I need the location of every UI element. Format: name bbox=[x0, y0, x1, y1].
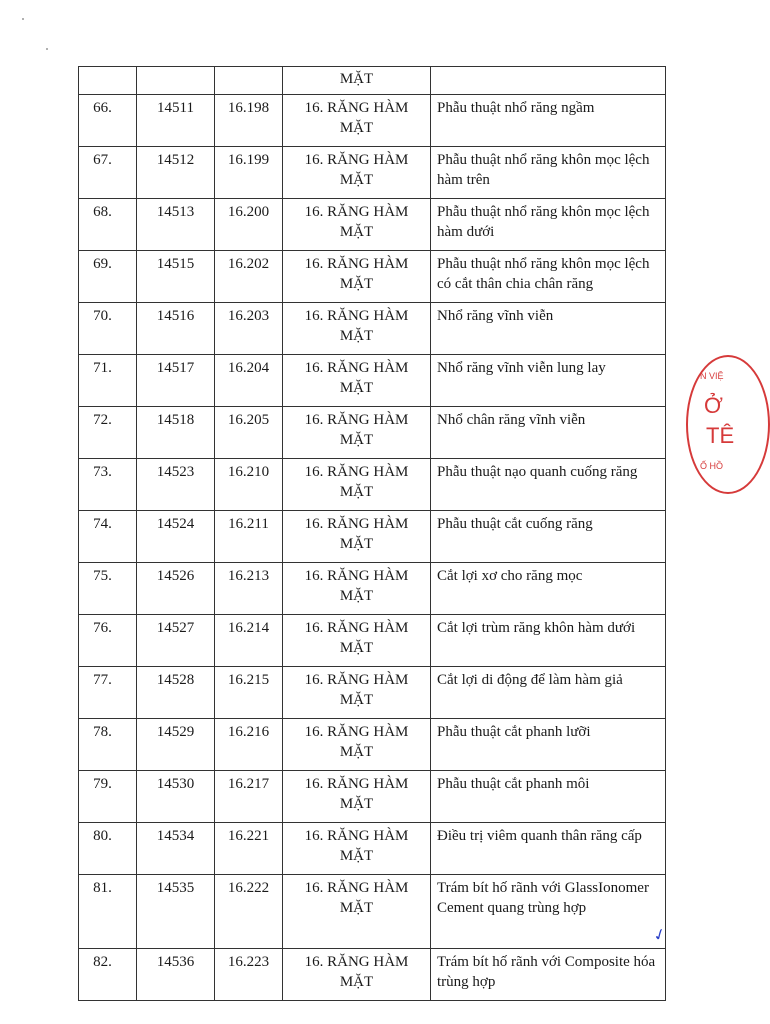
cell-procedure-name: Cắt lợi di động để làm hàm giả bbox=[431, 667, 666, 719]
cell-ref: 16.211 bbox=[215, 511, 283, 563]
cell-code: 14529 bbox=[137, 719, 215, 771]
table-row bbox=[79, 251, 666, 303]
cell-stt: 70. bbox=[79, 303, 137, 355]
stamp-text: N VIỆ bbox=[700, 371, 724, 381]
table-row bbox=[79, 407, 666, 459]
table-row bbox=[79, 771, 666, 823]
cell-code: 14535 bbox=[137, 875, 215, 949]
cell-code: 14530 bbox=[137, 771, 215, 823]
cell-procedure-name bbox=[431, 67, 666, 95]
cell-specialty: 16. RĂNG HÀM MẶT bbox=[283, 875, 431, 949]
table-row bbox=[79, 615, 666, 667]
cell-procedure-name: Phẫu thuật cắt phanh lưỡi bbox=[431, 719, 666, 771]
stamp-text: Ở bbox=[704, 393, 723, 418]
cell-ref: 16.199 bbox=[215, 147, 283, 199]
cell-specialty: 16. RĂNG HÀM MẶT bbox=[283, 823, 431, 875]
cell-ref: 16.210 bbox=[215, 459, 283, 511]
cell-ref: 16.200 bbox=[215, 199, 283, 251]
table-row bbox=[79, 563, 666, 615]
stamp-text: TÊ bbox=[706, 423, 735, 448]
cell-stt: 69. bbox=[79, 251, 137, 303]
cell-specialty: 16. RĂNG HÀM MẶT bbox=[283, 147, 431, 199]
red-seal-stamp bbox=[686, 355, 770, 494]
cell-procedure-name: Phẫu thuật nhổ răng khôn mọc lệch hàm trên bbox=[431, 147, 666, 199]
cell-specialty: 16. RĂNG HÀM MẶT bbox=[283, 511, 431, 563]
cell-stt: 68. bbox=[79, 199, 137, 251]
cell-ref: 16.205 bbox=[215, 407, 283, 459]
cell-specialty: 16. RĂNG HÀM MẶT bbox=[283, 949, 431, 1001]
cell-stt: 81. bbox=[79, 875, 137, 949]
table-row bbox=[79, 719, 666, 771]
cell-code: 14536 bbox=[137, 949, 215, 1001]
stamp-text: Ố HỒ bbox=[700, 461, 724, 471]
cell-procedure-name: Cắt lợi xơ cho răng mọc bbox=[431, 563, 666, 615]
cell-ref: 16.204 bbox=[215, 355, 283, 407]
cell-procedure-name: Trám bít hố rãnh với Composite hóa trùng hợp bbox=[431, 949, 666, 1001]
cell-procedure-name: Điều trị viêm quanh thân răng cấp bbox=[431, 823, 666, 875]
cell-code: 14517 bbox=[137, 355, 215, 407]
table-row bbox=[79, 823, 666, 875]
cell-code: 14524 bbox=[137, 511, 215, 563]
cell-code: 14523 bbox=[137, 459, 215, 511]
cell-code: 14512 bbox=[137, 147, 215, 199]
cell-code: 14534 bbox=[137, 823, 215, 875]
scan-speck bbox=[22, 18, 24, 20]
table-row bbox=[79, 303, 666, 355]
cell-ref: 16.215 bbox=[215, 667, 283, 719]
cell-code bbox=[137, 67, 215, 95]
table-row bbox=[79, 95, 666, 147]
cell-procedure-name: Phẫu thuật nhổ răng khôn mọc lệch có cắt thân chia chân răng bbox=[431, 251, 666, 303]
cell-procedure-name: Phẫu thuật nhổ răng ngầm bbox=[431, 95, 666, 147]
cell-specialty: 16. RĂNG HÀM MẶT bbox=[283, 667, 431, 719]
cell-stt: 71. bbox=[79, 355, 137, 407]
cell-ref: 16.214 bbox=[215, 615, 283, 667]
table-row bbox=[79, 199, 666, 251]
handwritten-initial: ✓ bbox=[650, 923, 670, 946]
cell-procedure-name: Nhổ răng vĩnh viễn bbox=[431, 303, 666, 355]
table-row bbox=[79, 667, 666, 719]
cell-stt: 67. bbox=[79, 147, 137, 199]
cell-stt: 73. bbox=[79, 459, 137, 511]
table-row bbox=[79, 511, 666, 563]
cell-ref: 16.221 bbox=[215, 823, 283, 875]
cell-stt: 82. bbox=[79, 949, 137, 1001]
cell-code: 14528 bbox=[137, 667, 215, 719]
cell-specialty: 16. RĂNG HÀM MẶT bbox=[283, 719, 431, 771]
cell-stt bbox=[79, 67, 137, 95]
cell-procedure-name: Nhổ răng vĩnh viễn lung lay bbox=[431, 355, 666, 407]
cell-procedure-name: Phẫu thuật nạo quanh cuống răng bbox=[431, 459, 666, 511]
cell-specialty: 16. RĂNG HÀM MẶT bbox=[283, 407, 431, 459]
cell-specialty: 16. RĂNG HÀM MẶT bbox=[283, 95, 431, 147]
cell-specialty: MẶT bbox=[283, 67, 431, 95]
table-row bbox=[79, 355, 666, 407]
cell-stt: 66. bbox=[79, 95, 137, 147]
scan-speck bbox=[46, 48, 48, 50]
cell-specialty: 16. RĂNG HÀM MẶT bbox=[283, 251, 431, 303]
procedure-table bbox=[78, 66, 666, 1001]
cell-ref: 16.202 bbox=[215, 251, 283, 303]
cell-specialty: 16. RĂNG HÀM MẶT bbox=[283, 303, 431, 355]
cell-code: 14515 bbox=[137, 251, 215, 303]
cell-procedure-name: Trám bít hố rãnh với GlassIonomer Cement quang trùng hợp bbox=[431, 875, 666, 949]
cell-stt: 76. bbox=[79, 615, 137, 667]
table-row bbox=[79, 875, 666, 949]
cell-procedure-name: Phẫu thuật cắt cuống răng bbox=[431, 511, 666, 563]
cell-ref: 16.216 bbox=[215, 719, 283, 771]
cell-stt: 77. bbox=[79, 667, 137, 719]
cell-procedure-name: Phẫu thuật nhổ răng khôn mọc lệch hàm dưới bbox=[431, 199, 666, 251]
cell-specialty: 16. RĂNG HÀM MẶT bbox=[283, 563, 431, 615]
cell-code: 14516 bbox=[137, 303, 215, 355]
cell-specialty: 16. RĂNG HÀM MẶT bbox=[283, 771, 431, 823]
cell-specialty: 16. RĂNG HÀM MẶT bbox=[283, 355, 431, 407]
cell-stt: 74. bbox=[79, 511, 137, 563]
cell-stt: 72. bbox=[79, 407, 137, 459]
cell-specialty: 16. RĂNG HÀM MẶT bbox=[283, 615, 431, 667]
table-row bbox=[79, 949, 666, 1001]
table-row-continuation bbox=[79, 67, 666, 95]
cell-ref: 16.223 bbox=[215, 949, 283, 1001]
cell-ref: 16.203 bbox=[215, 303, 283, 355]
cell-code: 14527 bbox=[137, 615, 215, 667]
cell-stt: 80. bbox=[79, 823, 137, 875]
cell-code: 14518 bbox=[137, 407, 215, 459]
cell-ref: 16.198 bbox=[215, 95, 283, 147]
cell-ref bbox=[215, 67, 283, 95]
cell-code: 14526 bbox=[137, 563, 215, 615]
cell-procedure-name: Phẫu thuật cắt phanh môi bbox=[431, 771, 666, 823]
cell-code: 14511 bbox=[137, 95, 215, 147]
cell-ref: 16.222 bbox=[215, 875, 283, 949]
cell-procedure-name: Cắt lợi trùm răng khôn hàm dưới bbox=[431, 615, 666, 667]
cell-code: 14513 bbox=[137, 199, 215, 251]
cell-ref: 16.217 bbox=[215, 771, 283, 823]
cell-specialty: 16. RĂNG HÀM MẶT bbox=[283, 459, 431, 511]
cell-stt: 79. bbox=[79, 771, 137, 823]
cell-stt: 78. bbox=[79, 719, 137, 771]
cell-procedure-name: Nhổ chân răng vĩnh viễn bbox=[431, 407, 666, 459]
table-row bbox=[79, 459, 666, 511]
table-row bbox=[79, 147, 666, 199]
cell-ref: 16.213 bbox=[215, 563, 283, 615]
cell-stt: 75. bbox=[79, 563, 137, 615]
cell-specialty: 16. RĂNG HÀM MẶT bbox=[283, 199, 431, 251]
